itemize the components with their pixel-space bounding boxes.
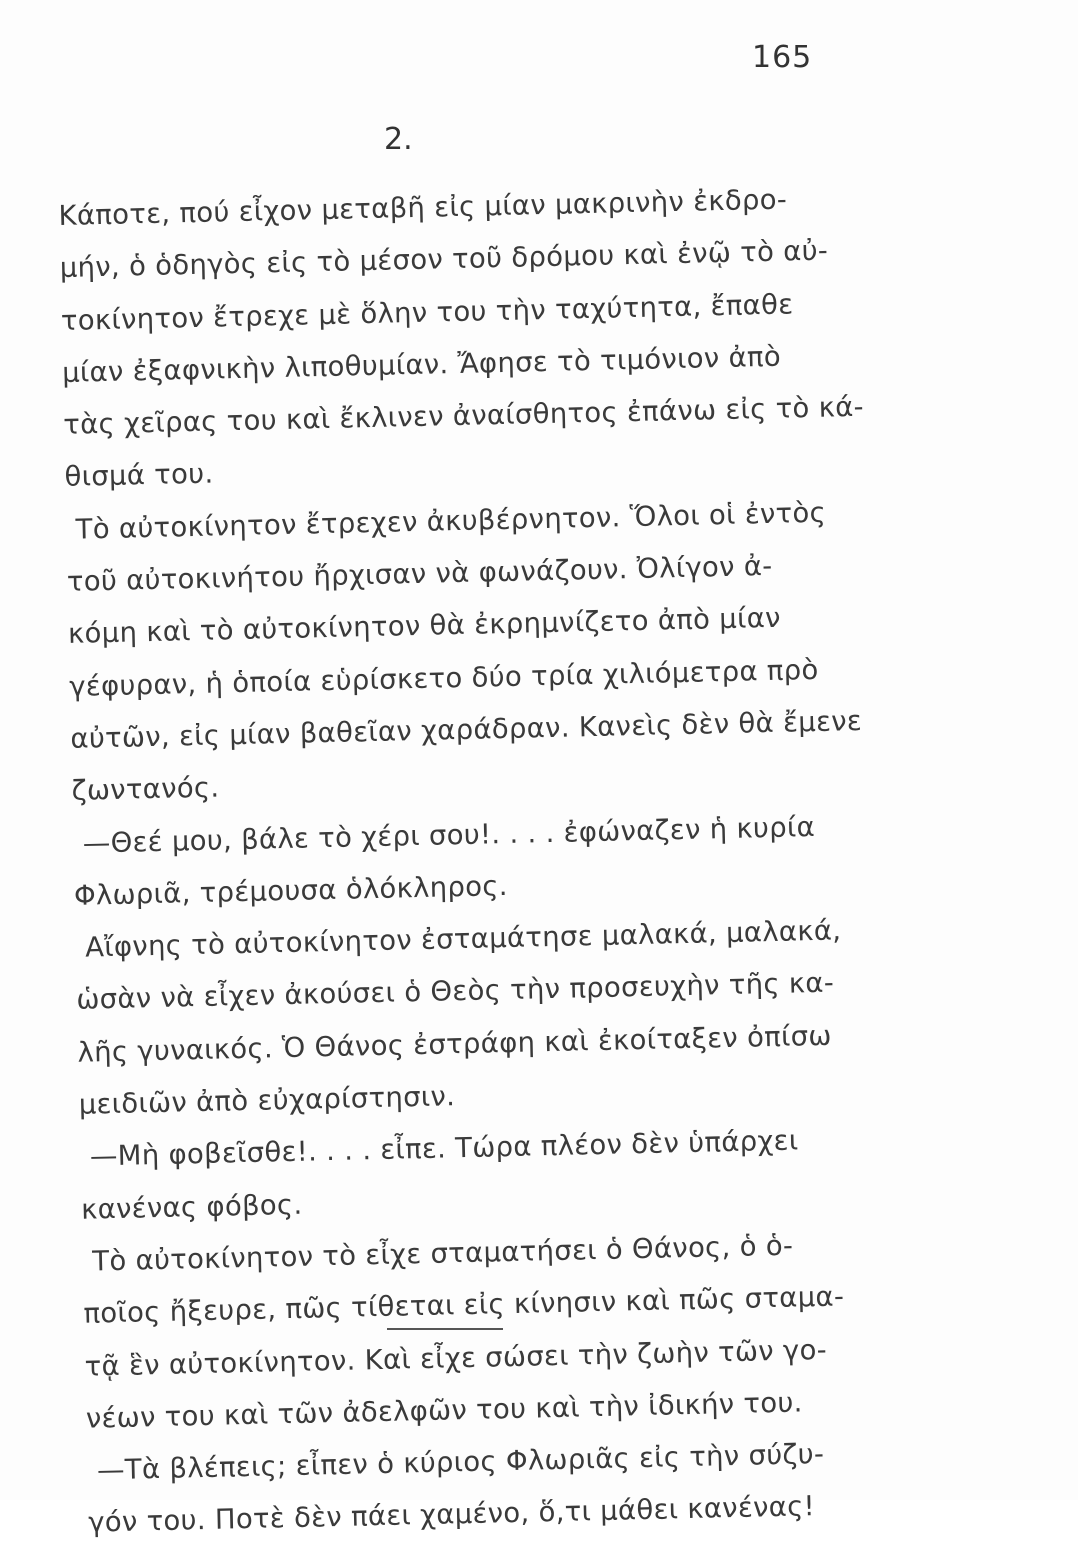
text-line: Φλωριᾶ, τρέμουσα ὁλόκληρος. xyxy=(73,869,509,912)
text-line: μειδιῶν ἀπὸ εὐχαρίστησιν. xyxy=(78,1080,456,1121)
text-line: Αἴφνης τὸ αὐτοκίνητον ἐσταμάτησε μαλακά, μαλακά, xyxy=(84,914,842,964)
text-line: γέφυραν, ἡ ὁποία εὑρίσκετο δύο τρία χιλιόμετρα πρὸ xyxy=(68,653,819,703)
text-line: μήν, ὁ ὁδηγὸς εἰς τὸ μέσον τοῦ δρόμου καὶ ἐνῷ τὸ αὐ- xyxy=(59,234,829,285)
text-line: θισμά του. xyxy=(64,458,214,494)
text-line: —Τὰ βλέπεις; εἶπεν ὁ κύριος Φλωριᾶς εἰς τὴν σύζυ- xyxy=(96,1438,825,1487)
section-number: 2. xyxy=(384,122,413,157)
text-line: Τὸ αὐτοκίνητον τὸ εἶχε σταματήσει ὁ Θάνος, ὁ ὁ- xyxy=(91,1229,794,1278)
text-body xyxy=(58,172,889,1549)
text-line: τοῦ αὐτοκινήτου ἤρχισαν νὰ φωνάζουν. Ὀλίγον ἀ- xyxy=(66,549,773,598)
text-line: —Θεέ μου, βάλε τὸ χέρι σου!. . . . ἐφώναζεν ἡ κυρία xyxy=(82,810,816,860)
text-line: ποῖος ἤξευρε, πῶς τίθεται εἰς κίνησιν καὶ πῶς σταμα- xyxy=(83,1280,845,1330)
text-line: νέων του καὶ τῶν ἀδελφῶν του καὶ τὴν ἰδικήν του. xyxy=(85,1386,804,1435)
text-line: γόν του. Ποτὲ δὲν πάει χαμένο, ὅ,τι μάθει κανένας! xyxy=(87,1490,816,1540)
text-line: Κάποτε, πού εἶχον μεταβῆ εἰς μίαν μακρινὴν ἐκδρο- xyxy=(58,183,788,232)
text-line: ὡσὰν νὰ εἶχεν ἀκούσει ὁ Θεὸς τὴν προσευχὴν τῆς κα- xyxy=(76,967,835,1017)
text-line: κόμη καὶ τὸ αὐτοκίνητον θὰ ἐκρημνίζετο ἀπὸ μίαν xyxy=(67,602,782,651)
text-line: τοκίνητον ἔτρεχε μὲ ὅλην του τὴν ταχύτητα, ἔπαθε xyxy=(60,287,794,337)
text-line: τᾷ ἓν αὐτοκίνητον. Καὶ εἶχε σώσει τὴν ζωὴν τῶν γο- xyxy=(84,1333,828,1383)
text-line: κανένας φόβος. xyxy=(80,1188,303,1226)
text-line: ζωντανός. xyxy=(71,771,220,808)
text-line: μίαν ἐξαφνικὴν λιποθυμίαν. Ἄφησε τὸ τιμόνιον ἀπὸ xyxy=(61,340,782,389)
page-number: 165 xyxy=(752,40,813,75)
end-of-section-rule xyxy=(387,1328,503,1330)
text-line: τὰς χεῖρας του καὶ ἔκλινεν ἀναίσθητος ἐπάνω εἰς τὸ κά- xyxy=(62,390,865,442)
text-line: —Μὴ φοβεῖσθε!. . . . εἶπε. Τώρα πλέον δὲν ὑπάρχει xyxy=(89,1124,799,1173)
text-line: Τὸ αὐτοκίνητον ἔτρεχεν ἀκυβέρνητον. Ὅλοι οἱ ἐντὸς xyxy=(75,496,827,546)
text-line: αὐτῶν, εἰς μίαν βαθεῖαν χαράδραν. Κανεὶς δὲν θὰ ἔμενε xyxy=(70,704,863,755)
text-line: λῆς γυναικός. Ὁ Θάνος ἐστράφη καὶ ἐκοίταξεν ὀπίσω xyxy=(77,1019,833,1069)
